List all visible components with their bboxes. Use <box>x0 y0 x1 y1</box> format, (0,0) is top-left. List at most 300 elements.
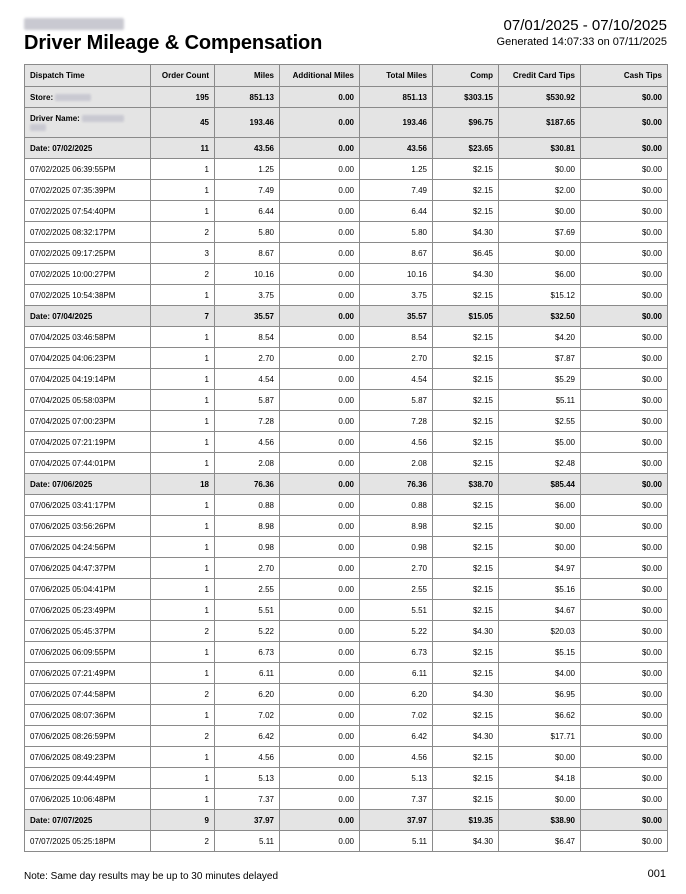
table-cell: 0.00 <box>280 369 360 390</box>
dispatch-time-cell: 07/06/2025 03:56:26PM <box>25 516 151 537</box>
table-cell: $303.15 <box>433 87 499 108</box>
table-cell: $2.15 <box>433 201 499 222</box>
table-cell: $2.15 <box>433 789 499 810</box>
table-cell: 6.44 <box>215 201 280 222</box>
driver-label-cell <box>25 108 151 138</box>
table-cell: 1 <box>151 705 215 726</box>
table-cell: 8.67 <box>360 243 433 264</box>
table-cell: $2.15 <box>433 495 499 516</box>
table-cell: 37.97 <box>360 810 433 831</box>
table-cell: 6.11 <box>215 663 280 684</box>
table-cell: 6.11 <box>360 663 433 684</box>
col-additional-miles: Additional Miles <box>280 65 360 87</box>
table-cell: 0.00 <box>280 558 360 579</box>
dispatch-time-cell: 07/06/2025 08:07:36PM <box>25 705 151 726</box>
table-cell: 1 <box>151 789 215 810</box>
dispatch-time-cell: 07/02/2025 07:54:40PM <box>25 201 151 222</box>
table-row <box>25 411 668 432</box>
table-cell: 0.00 <box>280 108 360 138</box>
table-cell: $2.15 <box>433 432 499 453</box>
dispatch-time-cell: 07/04/2025 05:58:03PM <box>25 390 151 411</box>
table-cell: $2.15 <box>433 747 499 768</box>
table-row <box>25 390 668 411</box>
table-cell: 0.00 <box>280 201 360 222</box>
table-cell: $2.15 <box>433 327 499 348</box>
table-cell: 1 <box>151 159 215 180</box>
table-cell: 1 <box>151 747 215 768</box>
table-cell: $4.67 <box>499 600 581 621</box>
dispatch-time-cell: 07/06/2025 08:26:59PM <box>25 726 151 747</box>
table-cell: 7.28 <box>215 411 280 432</box>
table-cell: $187.65 <box>499 108 581 138</box>
store-label: Store: <box>30 92 54 102</box>
dispatch-time-cell: 07/02/2025 08:32:17PM <box>25 222 151 243</box>
table-cell: 3.75 <box>360 285 433 306</box>
table-cell: 2 <box>151 621 215 642</box>
table-cell: 2 <box>151 264 215 285</box>
table-cell: $4.30 <box>433 621 499 642</box>
table-cell: 193.46 <box>215 108 280 138</box>
table-cell: 43.56 <box>360 138 433 159</box>
table-row <box>25 264 668 285</box>
table-cell: 5.11 <box>215 831 280 852</box>
dispatch-time-cell: 07/06/2025 03:41:17PM <box>25 495 151 516</box>
dispatch-time-cell: 07/04/2025 07:21:19PM <box>25 432 151 453</box>
table-cell: $4.30 <box>433 264 499 285</box>
table-cell: $0.00 <box>499 201 581 222</box>
table-cell: 4.56 <box>215 432 280 453</box>
table-cell: $0.00 <box>581 285 668 306</box>
table-cell: 1 <box>151 663 215 684</box>
table-cell: 11 <box>151 138 215 159</box>
table-cell: 4.54 <box>215 369 280 390</box>
table-cell: 1 <box>151 369 215 390</box>
table-cell: $5.16 <box>499 579 581 600</box>
table-cell: 6.73 <box>360 642 433 663</box>
table-cell: $0.00 <box>581 348 668 369</box>
dispatch-time-cell: 07/02/2025 10:54:38PM <box>25 285 151 306</box>
table-cell: 0.98 <box>360 537 433 558</box>
table-cell: $0.00 <box>581 108 668 138</box>
table-cell: 193.46 <box>360 108 433 138</box>
driver-label: Driver Name: <box>30 113 80 123</box>
table-cell: $0.00 <box>581 558 668 579</box>
table-cell: $5.29 <box>499 369 581 390</box>
dispatch-time-cell: 07/06/2025 08:49:23PM <box>25 747 151 768</box>
redaction-blur <box>55 94 91 101</box>
date-summary-row <box>25 810 668 831</box>
table-cell: $0.00 <box>499 159 581 180</box>
table-cell: 1 <box>151 768 215 789</box>
table-cell: $38.90 <box>499 810 581 831</box>
table-cell: 0.00 <box>280 348 360 369</box>
table-cell: $30.81 <box>499 138 581 159</box>
table-cell: 0.00 <box>280 138 360 159</box>
date-label-cell: Date: 07/02/2025 <box>25 138 151 159</box>
table-cell: $38.70 <box>433 474 499 495</box>
table-cell: 2.70 <box>215 348 280 369</box>
table-cell: 0.00 <box>280 579 360 600</box>
table-cell: 0.00 <box>280 726 360 747</box>
table-cell: 0.98 <box>215 537 280 558</box>
table-row <box>25 579 668 600</box>
table-cell: $530.92 <box>499 87 581 108</box>
table-cell: $2.15 <box>433 411 499 432</box>
dispatch-time-cell: 07/06/2025 06:09:55PM <box>25 642 151 663</box>
table-cell: $0.00 <box>581 789 668 810</box>
table-cell: 1 <box>151 390 215 411</box>
table-cell: 0.00 <box>280 390 360 411</box>
table-row <box>25 369 668 390</box>
table-row <box>25 327 668 348</box>
table-cell: $0.00 <box>581 831 668 852</box>
driver-summary-row <box>25 108 668 138</box>
table-cell: 3 <box>151 243 215 264</box>
col-comp: Comp <box>433 65 499 87</box>
table-header-row <box>25 65 668 87</box>
table-cell: $0.00 <box>581 642 668 663</box>
table-cell: $96.75 <box>433 108 499 138</box>
table-cell: $6.00 <box>499 495 581 516</box>
table-cell: $15.12 <box>499 285 581 306</box>
table-row <box>25 621 668 642</box>
table-cell: 0.88 <box>215 495 280 516</box>
table-cell: 2.08 <box>360 453 433 474</box>
dispatch-time-cell: 07/06/2025 05:04:41PM <box>25 579 151 600</box>
date-label-cell: Date: 07/04/2025 <box>25 306 151 327</box>
table-cell: $0.00 <box>499 789 581 810</box>
table-cell: 2 <box>151 831 215 852</box>
table-cell: 18 <box>151 474 215 495</box>
table-cell: 0.00 <box>280 768 360 789</box>
table-cell: 7.49 <box>360 180 433 201</box>
table-cell: $0.00 <box>581 411 668 432</box>
table-cell: $0.00 <box>581 768 668 789</box>
table-cell: 2.08 <box>215 453 280 474</box>
table-cell: 8.54 <box>360 327 433 348</box>
dispatch-time-cell: 07/02/2025 07:35:39PM <box>25 180 151 201</box>
table-row <box>25 516 668 537</box>
dispatch-time-cell: 07/06/2025 09:44:49PM <box>25 768 151 789</box>
dispatch-time-cell: 07/06/2025 07:21:49PM <box>25 663 151 684</box>
table-cell: 1 <box>151 453 215 474</box>
table-cell: $0.00 <box>581 495 668 516</box>
table-cell: 6.42 <box>360 726 433 747</box>
table-row <box>25 243 668 264</box>
table-cell: $0.00 <box>581 369 668 390</box>
dispatch-time-cell: 07/04/2025 04:06:23PM <box>25 348 151 369</box>
table-cell: 5.51 <box>360 600 433 621</box>
table-cell: $2.15 <box>433 768 499 789</box>
table-cell: $0.00 <box>581 159 668 180</box>
table-cell: $2.15 <box>433 537 499 558</box>
table-cell: 0.00 <box>280 642 360 663</box>
table-cell: 7.02 <box>360 705 433 726</box>
table-row <box>25 453 668 474</box>
table-cell: 2 <box>151 684 215 705</box>
table-cell: 1.25 <box>215 159 280 180</box>
report-title: Driver Mileage & Compensation <box>24 32 323 54</box>
table-cell: 851.13 <box>360 87 433 108</box>
table-cell: $0.00 <box>581 264 668 285</box>
table-cell: 0.00 <box>280 789 360 810</box>
table-cell: $0.00 <box>581 621 668 642</box>
date-summary-row <box>25 306 668 327</box>
table-cell: 5.13 <box>360 768 433 789</box>
table-cell: 0.00 <box>280 243 360 264</box>
table-cell: 6.44 <box>360 201 433 222</box>
table-cell: $0.00 <box>581 726 668 747</box>
generated-timestamp: Generated 14:07:33 on 07/11/2025 <box>496 36 667 48</box>
mileage-table <box>24 64 668 852</box>
table-cell: $4.30 <box>433 726 499 747</box>
table-cell: $0.00 <box>581 87 668 108</box>
table-cell: $0.00 <box>581 306 668 327</box>
table-cell: $15.05 <box>433 306 499 327</box>
table-cell: 2.70 <box>360 348 433 369</box>
table-cell: $2.15 <box>433 663 499 684</box>
table-cell: $2.15 <box>433 180 499 201</box>
table-cell: 5.87 <box>215 390 280 411</box>
dispatch-time-cell: 07/06/2025 04:47:37PM <box>25 558 151 579</box>
table-cell: 76.36 <box>360 474 433 495</box>
table-cell: 0.00 <box>280 747 360 768</box>
table-cell: $4.00 <box>499 663 581 684</box>
table-cell: $0.00 <box>499 516 581 537</box>
table-cell: $0.00 <box>581 180 668 201</box>
table-cell: 0.00 <box>280 663 360 684</box>
table-cell: 1 <box>151 327 215 348</box>
table-cell: $6.00 <box>499 264 581 285</box>
table-cell: $0.00 <box>581 453 668 474</box>
table-cell: $0.00 <box>581 201 668 222</box>
table-cell: 0.00 <box>280 474 360 495</box>
table-cell: 3.75 <box>215 285 280 306</box>
table-cell: $5.11 <box>499 390 581 411</box>
table-cell: $5.15 <box>499 642 581 663</box>
table-cell: 2.55 <box>215 579 280 600</box>
table-cell: 5.22 <box>215 621 280 642</box>
dispatch-time-cell: 07/07/2025 05:25:18PM <box>25 831 151 852</box>
table-cell: 8.54 <box>215 327 280 348</box>
table-cell: $4.30 <box>433 684 499 705</box>
date-label-cell: Date: 07/06/2025 <box>25 474 151 495</box>
page-number: 001 <box>647 868 666 880</box>
table-cell: $0.00 <box>581 390 668 411</box>
table-cell: $0.00 <box>581 432 668 453</box>
dispatch-time-cell: 07/02/2025 09:17:25PM <box>25 243 151 264</box>
table-cell: 1 <box>151 516 215 537</box>
table-cell: 0.00 <box>280 306 360 327</box>
table-cell: $0.00 <box>581 516 668 537</box>
table-cell: $0.00 <box>581 222 668 243</box>
table-cell: 0.00 <box>280 516 360 537</box>
table-cell: $2.15 <box>433 705 499 726</box>
table-cell: $2.15 <box>433 453 499 474</box>
table-cell: 1 <box>151 600 215 621</box>
table-cell: $5.00 <box>499 432 581 453</box>
table-cell: 5.80 <box>215 222 280 243</box>
store-label-cell <box>25 87 151 108</box>
table-cell: $2.15 <box>433 285 499 306</box>
table-cell: $6.45 <box>433 243 499 264</box>
table-cell: 4.56 <box>215 747 280 768</box>
table-cell: 2.70 <box>360 558 433 579</box>
table-cell: 6.20 <box>360 684 433 705</box>
table-cell: $32.50 <box>499 306 581 327</box>
table-cell: 8.67 <box>215 243 280 264</box>
table-cell: 1 <box>151 180 215 201</box>
table-cell: $7.87 <box>499 348 581 369</box>
table-cell: 0.00 <box>280 432 360 453</box>
table-cell: 4.56 <box>360 747 433 768</box>
table-cell: 0.00 <box>280 87 360 108</box>
table-cell: 0.00 <box>280 264 360 285</box>
table-cell: $4.30 <box>433 831 499 852</box>
table-cell: $6.62 <box>499 705 581 726</box>
table-cell: 1 <box>151 537 215 558</box>
table-cell: 43.56 <box>215 138 280 159</box>
table-cell: 2 <box>151 726 215 747</box>
table-row <box>25 684 668 705</box>
table-cell: 0.00 <box>280 495 360 516</box>
table-cell: $0.00 <box>581 600 668 621</box>
table-cell: 0.00 <box>280 600 360 621</box>
table-cell: $6.95 <box>499 684 581 705</box>
table-cell: 0.00 <box>280 327 360 348</box>
table-cell: 1 <box>151 579 215 600</box>
table-cell: $7.69 <box>499 222 581 243</box>
table-cell: 35.57 <box>360 306 433 327</box>
table-cell: 0.00 <box>280 621 360 642</box>
table-cell: $2.15 <box>433 159 499 180</box>
table-cell: 0.00 <box>280 831 360 852</box>
table-cell: 6.20 <box>215 684 280 705</box>
table-cell: 0.00 <box>280 159 360 180</box>
table-cell: 9 <box>151 810 215 831</box>
table-cell: 2.70 <box>215 558 280 579</box>
table-cell: $2.15 <box>433 348 499 369</box>
table-cell: 1 <box>151 285 215 306</box>
table-cell: 6.73 <box>215 642 280 663</box>
table-cell: 10.16 <box>360 264 433 285</box>
table-cell: 0.00 <box>280 222 360 243</box>
table-row <box>25 747 668 768</box>
table-cell: $0.00 <box>581 747 668 768</box>
col-credit-card-tips: Credit Card Tips <box>499 65 581 87</box>
table-cell: 4.54 <box>360 369 433 390</box>
table-cell: $20.03 <box>499 621 581 642</box>
dispatch-time-cell: 07/04/2025 07:00:23PM <box>25 411 151 432</box>
footer-note: Note: Same day results may be up to 30 minutes delayed <box>24 871 279 882</box>
table-cell: $2.15 <box>433 642 499 663</box>
date-range: 07/01/2025 - 07/10/2025 <box>503 17 667 34</box>
col-cash-tips: Cash Tips <box>581 65 668 87</box>
table-row <box>25 789 668 810</box>
redaction-blur <box>24 18 124 30</box>
table-cell: 0.00 <box>280 684 360 705</box>
table-row <box>25 537 668 558</box>
table-cell: 2 <box>151 222 215 243</box>
table-cell: $0.00 <box>581 663 668 684</box>
table-cell: $4.18 <box>499 768 581 789</box>
table-cell: $0.00 <box>581 537 668 558</box>
table-cell: 0.00 <box>280 285 360 306</box>
dispatch-time-cell: 07/04/2025 04:19:14PM <box>25 369 151 390</box>
table-row <box>25 705 668 726</box>
table-body <box>25 87 668 852</box>
table-row <box>25 558 668 579</box>
redaction-blur <box>82 115 124 122</box>
table-cell: $0.00 <box>581 684 668 705</box>
table-cell: 5.87 <box>360 390 433 411</box>
table-cell: $0.00 <box>581 327 668 348</box>
table-cell: $0.00 <box>581 474 668 495</box>
table-row <box>25 495 668 516</box>
table-cell: 37.97 <box>215 810 280 831</box>
table-cell: 5.80 <box>360 222 433 243</box>
table-cell: 7.02 <box>215 705 280 726</box>
dispatch-time-cell: 07/04/2025 07:44:01PM <box>25 453 151 474</box>
table-cell: $17.71 <box>499 726 581 747</box>
table-cell: $0.00 <box>581 138 668 159</box>
table-cell: $0.00 <box>581 579 668 600</box>
table-cell: $85.44 <box>499 474 581 495</box>
table-cell: 0.00 <box>280 537 360 558</box>
dispatch-time-cell: 07/06/2025 05:23:49PM <box>25 600 151 621</box>
table-cell: 851.13 <box>215 87 280 108</box>
table-cell: $6.47 <box>499 831 581 852</box>
table-cell: 1 <box>151 411 215 432</box>
table-cell: 5.13 <box>215 768 280 789</box>
table-cell: $4.97 <box>499 558 581 579</box>
table-cell: 1 <box>151 201 215 222</box>
col-miles: Miles <box>215 65 280 87</box>
table-cell: 0.00 <box>280 180 360 201</box>
table-cell: 7.28 <box>360 411 433 432</box>
table-cell: 35.57 <box>215 306 280 327</box>
table-row <box>25 768 668 789</box>
table-cell: 4.56 <box>360 432 433 453</box>
dispatch-time-cell: 07/06/2025 05:45:37PM <box>25 621 151 642</box>
dispatch-time-cell: 07/06/2025 10:06:48PM <box>25 789 151 810</box>
table-row <box>25 180 668 201</box>
table-cell: 5.11 <box>360 831 433 852</box>
table-cell: $2.55 <box>499 411 581 432</box>
table-cell: 0.00 <box>280 411 360 432</box>
dispatch-time-cell: 07/04/2025 03:46:58PM <box>25 327 151 348</box>
table-row <box>25 285 668 306</box>
table-cell: $19.35 <box>433 810 499 831</box>
store-summary-row <box>25 87 668 108</box>
table-cell: $2.48 <box>499 453 581 474</box>
table-cell: 5.51 <box>215 600 280 621</box>
table-row <box>25 600 668 621</box>
dispatch-time-cell: 07/06/2025 07:44:58PM <box>25 684 151 705</box>
table-cell: 10.16 <box>215 264 280 285</box>
table-cell: 1 <box>151 642 215 663</box>
table-cell: $2.15 <box>433 558 499 579</box>
dispatch-time-cell: 07/02/2025 10:00:27PM <box>25 264 151 285</box>
table-cell: 0.00 <box>280 810 360 831</box>
date-label-cell: Date: 07/07/2025 <box>25 810 151 831</box>
table-row <box>25 159 668 180</box>
table-cell: 8.98 <box>360 516 433 537</box>
table-cell: 1.25 <box>360 159 433 180</box>
col-order-count: Order Count <box>151 65 215 87</box>
table-cell: $23.65 <box>433 138 499 159</box>
table-cell: $0.00 <box>581 243 668 264</box>
